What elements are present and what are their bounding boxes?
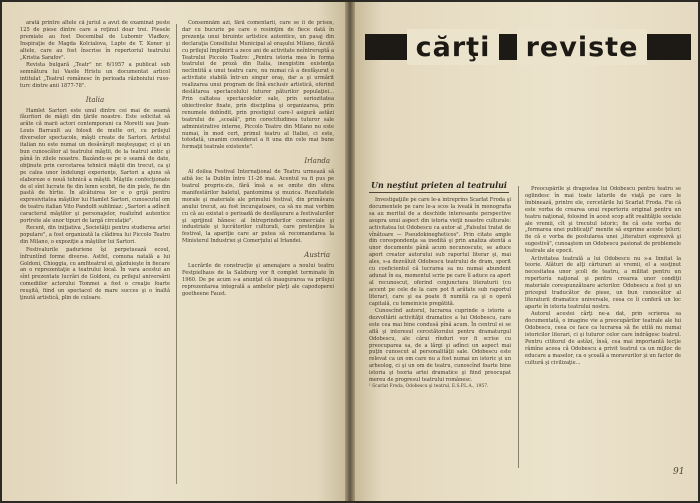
section-heading: Irlanda bbox=[304, 157, 330, 166]
paragraph: Activitatea teatrală a lui Odobescu nu s-a limitat la teorie. Alături de alţi cărturari ai vremii, el a susţinut necesitatea unor şcoli de teatru, a militat pentru un repertoriu naţional şi pentru crearea unor condiţii materiale corespunzătoare actorilor. Odobescu a fost şi un priceput traducător de piese, un bun cunoscător al literaturii dramatice universale, ceea ce îi conferă un loc aparte în istoria teatrului nostru. bbox=[525, 255, 681, 310]
section-heading: Italia bbox=[85, 95, 105, 104]
paragraph: Autorul acestei cărţi ne-a dat, prin scrierea sa documentată, o imagine vie a preocupărilor teatrale ale lui Odobescu, ceea ce face ca lucrarea să fie utilă nu numai istoricilor literari, ci şi tuturor celor care îndrăgesc teatrul. Pentru cititorul de astăzi, însă, cea mai importantă lecţie rămîne aceea că Odobescu a privit teatrul ca un mijloc de educare a maselor, ca o şcoală a moravurilor şi un factor de cultură şi civilizaţie... bbox=[525, 311, 681, 366]
article-title-rule bbox=[369, 192, 509, 193]
section-header-word-2: reviste bbox=[517, 29, 647, 65]
left-column-2 bbox=[182, 20, 334, 485]
right-page bbox=[355, 2, 698, 501]
paragraph: Investigaţiile pe care le-a întreprins Scarlat Froda şi documentele pe care le-a scos la iveală în monografia sa au meritul de a deschide interesante perspective asupra unui aspect din istoria vieţii noastre culturale: activitatea lui Odobescu ca autor al „Falsului tratat de vînătoare — Pseudokinegheticos". Prin citate ample din corespondenţa sa inedită şi prin analiza atentă a unor documente până acum necunoscute, se aduce aport creator autorului sub raportul literar şi, mai ales, s-a dezvăluit Odobescu teatrului de dram, sporit cu coeficientul că lucrarea sa nu numai abundent adunat în ea, momentul scrie pe care îl aduce ca aport al recunoscut, oferind conjunctura literaturii (cu accent pe cele de la care pot fi arătate sub raportul literar), care şi ea poate fi numită ca şi o operă capitală, cu temeinicie pregătită. bbox=[369, 197, 511, 307]
paragraph: Al doilea Festival Internaţional de Teatru urmează să aibă loc la Dublin între 11-26 mai. Acentul va fi pus pe teatrul propriu-zis, fără însă a se omite din sfera manifestărilor baletul, pantomima şi muzica. Rezultatele morale şi materiale ale primului festival, din primăvara anului trecut, au fost încurajatoare, ca să nu mai vorbim cu că au existat o perioadă de desfăşurare a festivalurilor şi sprijinul bănesc al întreprinderilor comerciale şi industriale şi lucrătorilor culturali, care pretenţios la festival, la apariţie care ar putea să recomandarea la Ministerul Industriei şi Comerţului al Irlandei. bbox=[182, 169, 334, 245]
right-column-1 bbox=[369, 197, 511, 467]
paragraph: Recent, din iniţiativa „Societăţii pentru studierea artei populare", a fost organizată la clădirea lui Piccolo Teatro din Milano, o expoziţie a măştilor lui Sartori. bbox=[20, 225, 170, 246]
article-title: Un neştiut prieten al teatrului bbox=[371, 180, 507, 190]
section-heading: Austria bbox=[304, 251, 330, 260]
footnote: ¹ Scarlat Froda, Odobescu şi teatrul, E.S.P.L.A., 1957. bbox=[369, 384, 489, 390]
page-number: 91 bbox=[673, 467, 685, 477]
section-header-dash bbox=[505, 39, 511, 55]
paragraph: Festivalurile paduriene îşi perpetuează ecoul, înfruntînd forme diverse. Astfel, comuna natală a lui Goldoni, Chioggia, cu amfiteatrul ei, găzduieşte în fiecare an o reprezentaţie a teatrului local. În vara acestui an sînt prezentate lucrări de Goldoni, cu prilejul aniversării comediilor actorului Tommei a fost o creaţie foarte reuşită, fiind un spectacol de mare succes şi o înaltă ţinută artistică, plin de culoare. bbox=[20, 246, 170, 302]
paragraph: Preocupările şi dragostea lui Odobescu pentru teatru se oglindesc în mai toate laturile de viaţă pe care le îmbinează, printre ele, cercetările lui Scarlat Froda. Fie că este vorba de crearea unui repertoriu original pentru un teatru naţional, folosind în acest scop atît realităţile sociale ale vremii, cît şi trecutul istoric; fie că este vorba de „formarea unei publicaţii" menite să exprime aceste ţeluri; fie că e vorba de postularea unei „literaturi expresivă şi sugestivă", cunoaştem un Odobescu pasionat de problemele teatrale ale epocii. bbox=[525, 186, 681, 255]
right-column-2 bbox=[525, 186, 681, 468]
paragraph: arată printre altele că juriul a avut de examinat peste 125 de piese dintre care a reţinut doar trei. Piesele premiate au fost Decemibal de Lubomir Vladkov, Inspiraţie de Magda Kolcialova, Lupte de T. Koner şi altele, care au fost înscrise în repertoriul teatrului „Kristia Sarafov". bbox=[20, 20, 170, 61]
right-column-rule bbox=[518, 186, 519, 468]
section-header-word-1: cărţi bbox=[407, 29, 499, 65]
book-gutter bbox=[345, 2, 355, 501]
paragraph: Consemnăm azi, fără comentarii, care se îi de prisos, dar cu bucurie pe care o resimţim de fiece dată în prezenţa unui biruinte artistice autentice, un pasaj din declaraţia Consiliului Municipal al oraşului Milano, făcută cu prilejul împlinirii a zece ani de activitate neîntreruptă a Teatrului Piccolo Teatro: „Pentru istoria mea în forma teatrului de proză din Italia, inexgistim existenţa neclintită a unui teatru care, nu numai că a desfăşurat o activitate stabilă într-un singur oraş, dar a şi urmărit realizarea unui program de lînă exclusiv artistică, oferind deslătarea spectacolului tuturor păturilor populaţiei... Prin caltatea spectacolelor sale, prin seriozitatea obiectivelor fixate, prin disciplina şi organizarea, prin renumele dobîndit, prin prestigiul care-l asigură astăzi teatrului de „scoală", prin corectitudinea tuturor sale administrative interne, Piccolo Teatro din Milano nu este numai, în mod cert, primul teatru al Italiei, ci este, totodată, unanim considerat a fi una din cele mai bune formaţii teatrale existente". bbox=[182, 20, 334, 151]
paragraph: Revista bulgară „Teatr" nr. 6/1957 a publicat sub semnătura lui Vasile Hristu un documentat articol intitulat „Teatrul românesc în perioada războiului ruso-turc dintre anii 1877-78". bbox=[20, 61, 170, 89]
paragraph: Cunoscînd autorul, lucrarea cuprinde o istorie a dezvoltării activităţii dramatice a lui Odobescu, care este cea mai bine condusă pînă acum. În centrul ei se află şi interesul cercetătorului pentru dramaturgul Odobescu, ale cărui rînduri vor fi scrise cu preocuparea sa, de a lărgi şi adînci un aspect mai puţin cunoscut al personalităţii sale. Odobescu este relevat ca un om care nu a fost numai un istoric şi un arheolog, ci şi un om de teatru, cunoscînd foarte bine istoria şi teoria artei dramatice şi fiind preocupat mereu de progresul teatrului românesc. bbox=[369, 308, 511, 384]
left-page bbox=[2, 2, 345, 501]
left-column-rule bbox=[176, 24, 177, 484]
magazine-spread bbox=[2, 2, 698, 501]
left-column-1 bbox=[20, 20, 170, 485]
paragraph: Lucrările de construcţie şi amenajare a noului teatru Festpielhaus de la Salzburg vor fi complet terminate în 1960. De pe acum s-a anunţat că inaugurarea va prilejui reprezentarea integrală a ambelor părţi ale capodoperei goetheene Faust. bbox=[182, 263, 334, 297]
paragraph: Hamlet Sartori este unul dintre cei mai de seamă făuritori de măşti din ţările noastre. Este solicitat să arăte că marii actori contemporani ca Moretti sau Jean-Louis Barrault au folosit de multe ori, cu prilejul diverselor spectacole, măşti create de Sartori. Artistul italian nu este numai un desăvârşit meşteşugar, ci şi un bun cunoscător al teatrului măştii, de la teatrul antic şi până în zilele noastre. Bazându-se pe o seamă de date, obţinute prin cercetarea tehnicii măştii din trecut, ca şi pe calea unor îndelungi experienţe, Sartori a ajuns să elaboreze o nouă tehnică a măştii. Măştile confecţionate de el sînt lucrate fie din lemn scobit, fie din piele, fie din pastă de hîrtie. În alcătuirea lor e o grijă pentru expresivitatea măştilor lui Hamlet Sartori, cunoscutul om de teatru italian Vito Pandolfi subliniaz: „Sartori a adîncit caracterul măştilor şi personajelor, realizînd autentice portrete ale unor tipuri de largă circulaţie". bbox=[20, 107, 170, 225]
